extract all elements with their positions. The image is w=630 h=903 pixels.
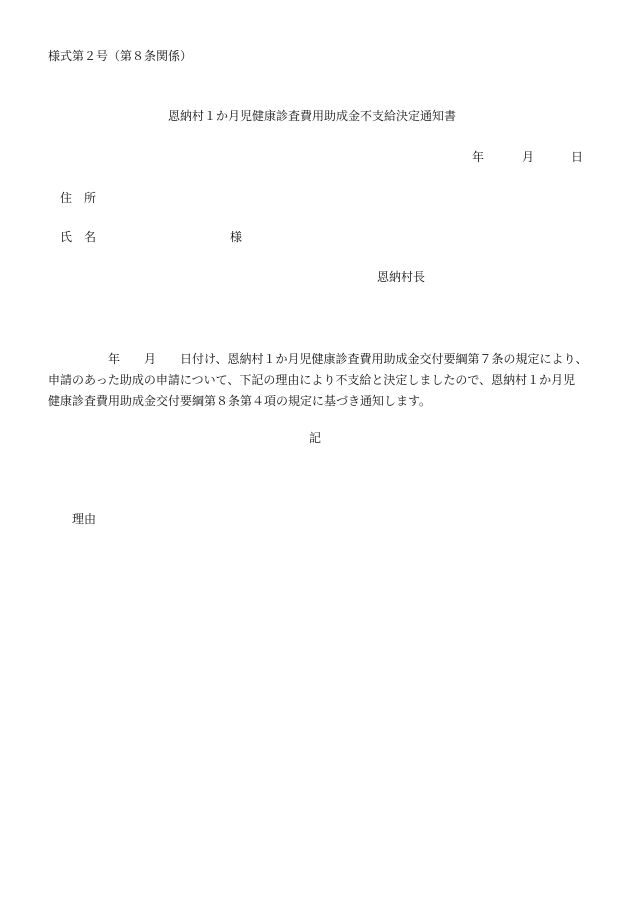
date-year-label: 年: [472, 150, 485, 164]
body-month-label: 月: [144, 352, 157, 366]
body-line-1-text: 日付け、恩納村１か月児健康診査費用助成金交付要綱第７条の規定により、: [180, 352, 588, 366]
ki-heading: 記: [309, 431, 322, 445]
notice-body: [48, 349, 598, 412]
name-label: 氏 名: [60, 230, 97, 244]
reason-label: 理由: [72, 512, 97, 526]
date-day-label: 日: [571, 150, 584, 164]
form-number: 様式第２号（第８条関係）: [48, 49, 193, 63]
body-line-3: 健康診査費用助成金交付要綱第８条第４項の規定に基づき通知します。: [48, 394, 432, 408]
document-title: 恩納村１か月児健康診査費用助成金不支給決定通知書: [168, 109, 457, 123]
body-line-1: [48, 349, 598, 370]
body-line-2: 申請のあった助成の申請について、下記の理由により不支給と決定しましたので、恩納村１か月児: [48, 373, 576, 387]
issuer-mayor: 恩納村長: [377, 270, 426, 284]
honorific-sama: 様: [230, 230, 243, 244]
body-year-label: 年: [108, 352, 121, 366]
address-label: 住 所: [60, 191, 97, 205]
date-month-label: 月: [522, 150, 535, 164]
